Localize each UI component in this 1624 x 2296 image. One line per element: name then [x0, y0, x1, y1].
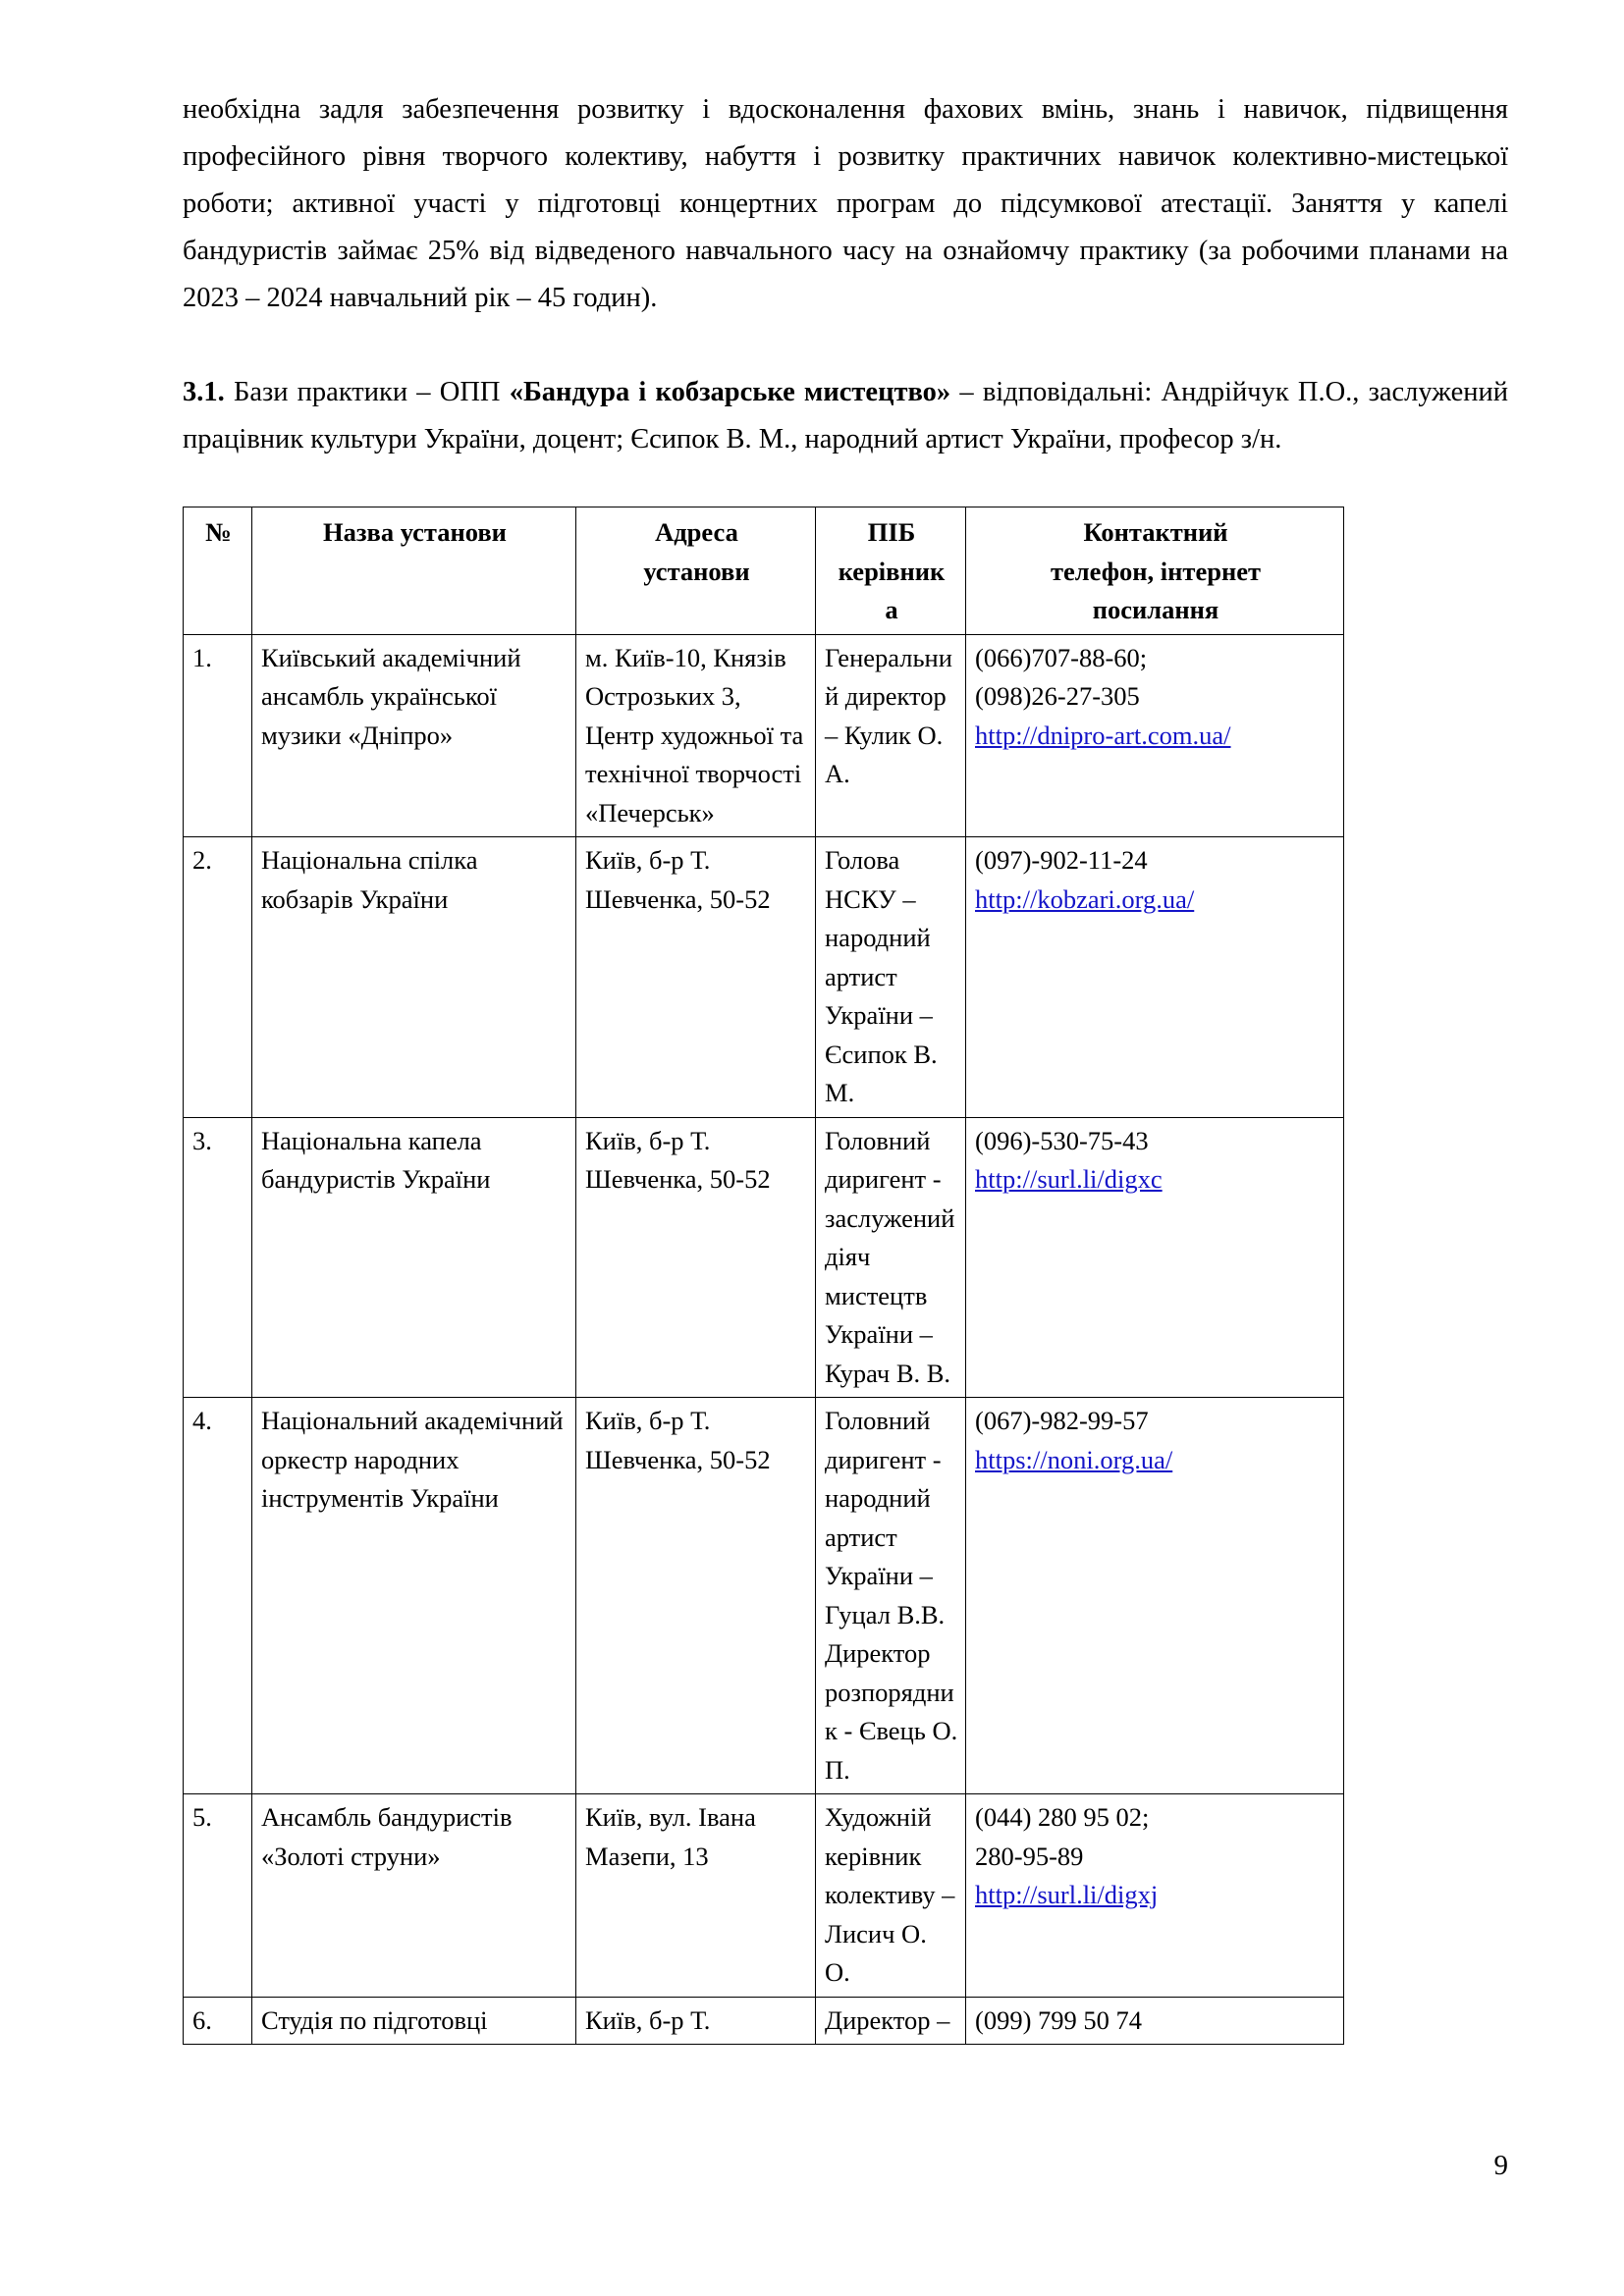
- contact-link[interactable]: http://dnipro-art.com.ua/: [975, 720, 1231, 750]
- cell-institution-name: Київський академічний ансамбль української музики «Дніпро»: [252, 634, 576, 837]
- cell-number: 2.: [184, 837, 252, 1118]
- header-head-line1: ПІБ: [867, 517, 916, 547]
- contact-link[interactable]: http://surl.li/digxc: [975, 1164, 1163, 1194]
- table-row: [184, 1398, 1344, 1794]
- section-lead-text: Бази практики – ОПП: [233, 377, 501, 407]
- contact-phone: (096)-530-75-43: [975, 1125, 1149, 1155]
- cell-number: 6.: [184, 1997, 252, 2045]
- practice-bases-table: [183, 507, 1344, 2045]
- header-address-line1: Адреса: [655, 517, 738, 547]
- cell-number: 3.: [184, 1117, 252, 1398]
- cell-institution-name: Ансамбль бандуристів «Золоті струни»: [252, 1794, 576, 1998]
- header-contact-line1: Контактний: [1083, 517, 1228, 547]
- table-row: [184, 1117, 1344, 1398]
- contact-link[interactable]: http://surl.li/digxj: [975, 1880, 1159, 1909]
- cell-contact: [966, 837, 1344, 1118]
- contact-phone: (066)707-88-60;: [975, 642, 1148, 672]
- header-contact: [966, 507, 1344, 635]
- cell-address: Київ, б-р Т.: [576, 1997, 816, 2045]
- cell-head-person: Голова НСКУ – народний артист України – Єсипок В. М.: [816, 837, 966, 1118]
- cell-institution-name: Національний академічний оркестр народних інструментів України: [252, 1398, 576, 1794]
- section-3-1-paragraph: [183, 369, 1508, 463]
- cell-address: Київ, б-р Т. Шевченка, 50-52: [576, 837, 816, 1118]
- cell-address: м. Київ-10, Князів Острозьких 3, Центр художньої та технічної творчості «Печерськ»: [576, 634, 816, 837]
- cell-number: 4.: [184, 1398, 252, 1794]
- page-number: 9: [1493, 2150, 1508, 2181]
- table-row: [184, 837, 1344, 1118]
- header-contact-line3: посилання: [1092, 595, 1219, 624]
- contact-phone: (097)-902-11-24: [975, 845, 1148, 875]
- contact-link[interactable]: http://kobzari.org.ua/: [975, 883, 1195, 914]
- cell-address: Київ, вул. Івана Мазепи, 13: [576, 1794, 816, 1998]
- cell-address: Київ, б-р Т. Шевченка, 50-52: [576, 1398, 816, 1794]
- header-head-person: [816, 507, 966, 635]
- table-body: [184, 634, 1344, 2045]
- section-tail-text: – відповідальні: Андрійчук П.О., заслужений працівник культури України, доцент; Єсипок В. М., народний артист України, професор з/н.: [183, 377, 1508, 454]
- cell-head-person: Генеральний директор – Кулик О. А.: [816, 634, 966, 837]
- table-row: [184, 634, 1344, 837]
- cell-contact: [966, 634, 1344, 837]
- contact-phone: (067)-982-99-57: [975, 1406, 1149, 1435]
- contact-phone: (099) 799 50 74: [975, 2004, 1143, 2035]
- table-header-row: [184, 507, 1344, 635]
- header-head-line3: а: [885, 595, 898, 624]
- cell-institution-name: Національна спілка кобзарів України: [252, 837, 576, 1118]
- header-head-line2: керівник: [838, 556, 946, 586]
- table-row: [184, 1794, 1344, 1998]
- cell-head-person: Художній керівник колективу – Лисич О. О.: [816, 1794, 966, 1998]
- header-num: №: [184, 507, 252, 635]
- cell-institution-name: Студія по підготовці: [252, 1997, 576, 2045]
- program-title: «Бандура і кобзарське мистецтво»: [509, 377, 951, 407]
- contact-phone: 280-95-89: [975, 1841, 1084, 1871]
- contact-phone: (098)26-27-305: [975, 681, 1140, 711]
- header-name: Назва установи: [252, 507, 576, 635]
- header-contact-line2: телефон, інтернет: [1050, 556, 1262, 586]
- cell-institution-name: Національна капела бандуристів України: [252, 1117, 576, 1398]
- cell-contact: [966, 1117, 1344, 1398]
- contact-phone: (044) 280 95 02;: [975, 1802, 1150, 1832]
- header-address: [576, 507, 816, 635]
- cell-number: 1.: [184, 634, 252, 837]
- contact-link[interactable]: https://noni.org.ua/: [975, 1444, 1173, 1474]
- cell-contact: [966, 1997, 1344, 2045]
- cell-head-person: Головний диригент - заслужений діяч мистецтв України – Курач В. В.: [816, 1117, 966, 1398]
- section-number: 3.1.: [183, 377, 225, 407]
- cell-contact: [966, 1794, 1344, 1998]
- cell-head-person: Головний диригент - народний артист України – Гуцал В.В. Директор розпорядник - Євець О. П.: [816, 1398, 966, 1794]
- intro-paragraph: необхідна задля забезпечення розвитку і вдосконалення фахових вмінь, знань і навичок, підвищення професійного рівня творчого колективу, набуття і розвитку практичних навичок колективно-мистецької роботи; активної участі у підготовці концертних програм до підсумкової атестації. Заняття у капелі бандуристів займає 25% від відведеного навчального часу на ознайомчу практику (за робочими планами на 2023 – 2024 навчальний рік – 45 годин).: [183, 94, 1508, 313]
- header-address-line2: установи: [643, 556, 750, 586]
- cell-address: Київ, б-р Т. Шевченка, 50-52: [576, 1117, 816, 1398]
- cell-head-person: Директор –: [816, 1997, 966, 2045]
- cell-number: 5.: [184, 1794, 252, 1998]
- table-row: [184, 1997, 1344, 2045]
- cell-contact: [966, 1398, 1344, 1794]
